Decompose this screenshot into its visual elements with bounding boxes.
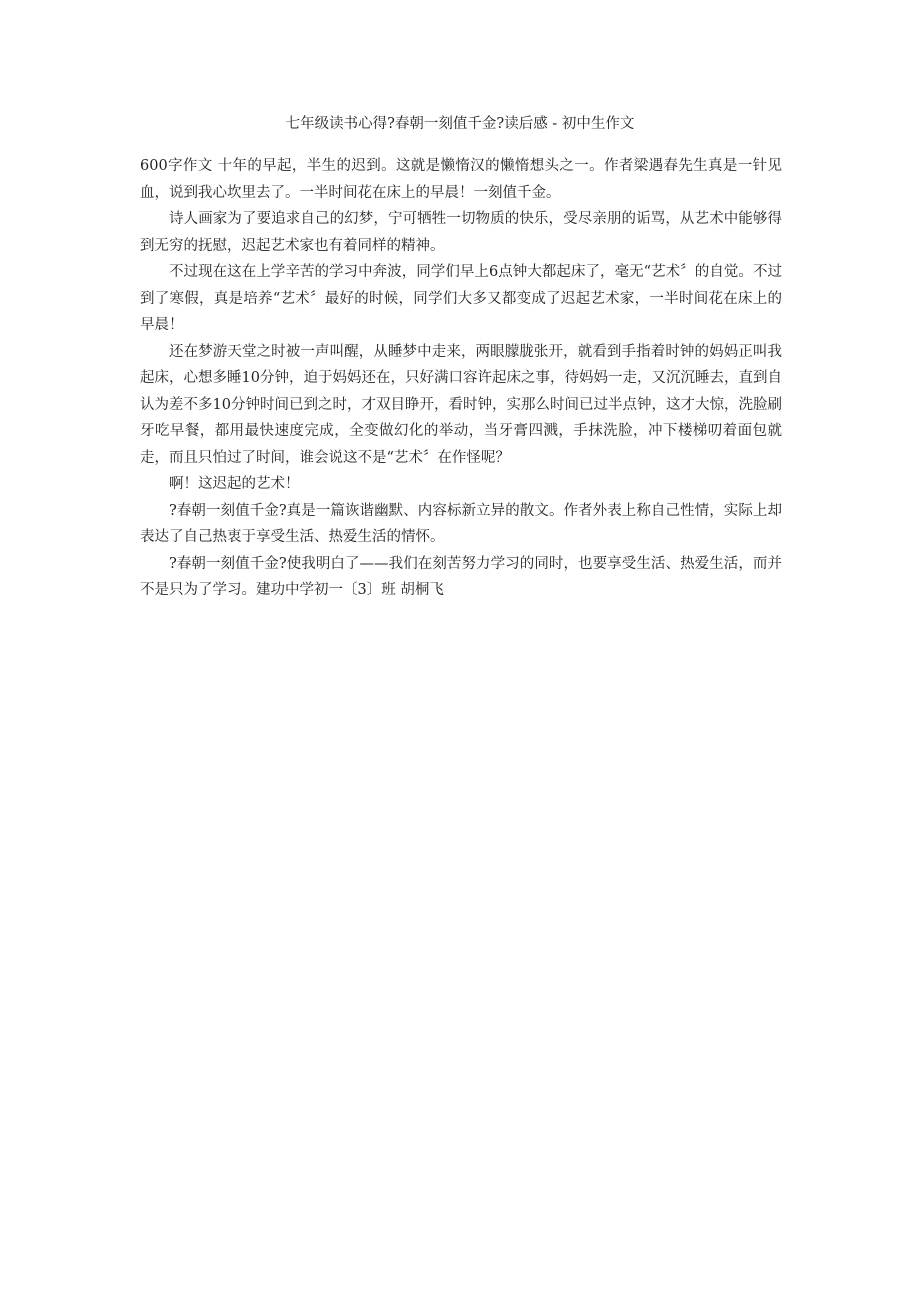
document-body: [140, 153, 782, 604]
document-title: 七年级读书心得?春朝一刻值千金?读后感 - 初中生作文: [285, 116, 635, 132]
paragraph-closing: ?春朝一刻值千金?使我明白了——我们在刻苦努力学习的同时，也要享受生活、热爱生活，而并不是只为了学习。建功中学初一〔3〕班 胡桐飞: [140, 555, 782, 598]
paragraph-intro: 600字作文 十年的早起，半生的迟到。这就是懒惰汉的懒惰想头之一。作者梁遇春先生真是一针见血，说到我心坎里去了。一半时间花在床上的早晨！一刻值千金。: [140, 158, 782, 201]
paragraph: ?春朝一刻值千金?真是一篇诙谐幽默、内容标新立异的散文。作者外表上称自己性情，实际上却表达了自己热衷于享受生活、热爱生活的情怀。: [140, 502, 782, 545]
paragraph: 不过现在这在上学辛苦的学习中奔波，同学们早上6点钟大都起床了，毫无“艺术〞的自觉。不过到了寒假，真是培养“艺术〞最好的时候，同学们大多又都变成了迟起艺术家，一半时间花在床上的早晨！: [140, 264, 782, 333]
paragraph: 诗人画家为了要追求自己的幻梦，宁可牺牲一切物质的快乐，受尽亲朋的诟骂，从艺术中能够得到无穷的抚慰，迟起艺术家也有着同样的精神。: [140, 211, 782, 254]
paragraph: 还在梦游天堂之时被一声叫醒，从睡梦中走来，两眼朦胧张开，就看到手指着时钟的妈妈正叫我起床，心想多睡10分钟，迫于妈妈还在，只好满口容许起床之事，待妈妈一走，又沉沉睡去，直到自认为差不多10分钟时间已到之时，才双目睁开，看时钟，实那么时间已过半点钟，这才大惊，洗脸刷牙吃早餐，都用最快速度完成，全变做幻化的举动，当牙膏四溅，手抹洗脸，冲下楼梯叨着面包就走，而且只怕过了时间，谁会说这不是“艺术〞在作怪呢？: [140, 343, 782, 466]
paragraph: 啊！这迟起的艺术！: [169, 476, 300, 492]
